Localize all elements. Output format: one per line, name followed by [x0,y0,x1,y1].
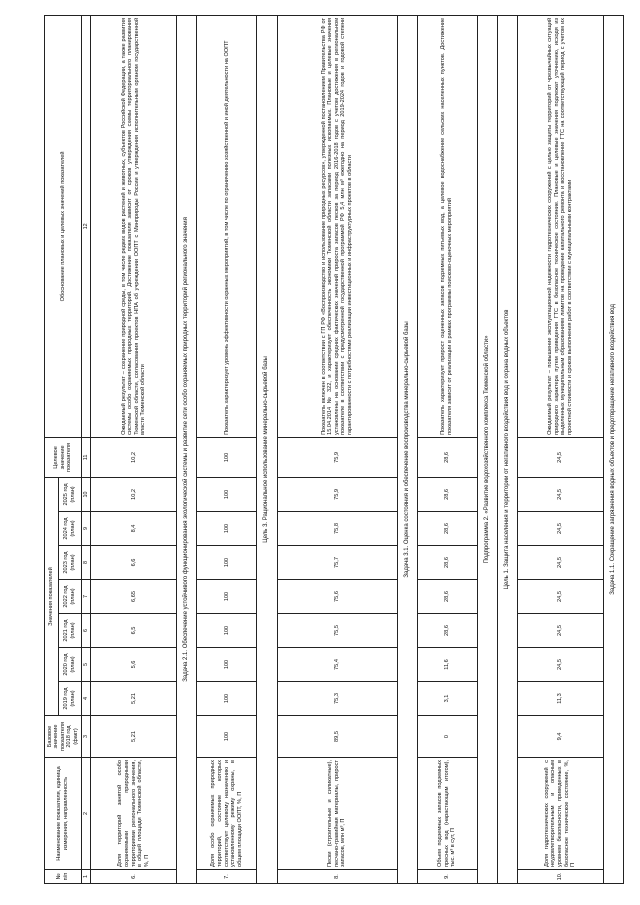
row-num: 8. [277,870,397,884]
column-index: 9 [81,512,90,546]
row-value: 3,1 [417,682,477,716]
row-base: 89,5 [277,716,397,758]
row-name: Пески (строительные и силикатные), песчано-гравийная материалы, прирост запасов, млн м³, П [277,758,397,870]
indicators-table [44,15,624,884]
task-heading: Задача 1.1. Сокращение загрязнения водных объектов и предотвращение негативного воздействия вод [603,15,623,883]
row-base: 9,4 [517,716,603,758]
table-row [197,15,257,883]
row-value: 75,8 [277,512,397,546]
row-value: 6,6 [91,546,177,580]
row-name: Доля особо охраняемых природных территорий, состояние которых соответствует целевому назначению и установленному режиму охраны, в общем площади ООПТ, %, П [197,758,257,870]
table-row [91,15,177,883]
section-row [397,15,417,883]
section-row [603,15,623,883]
row-value: 28,6 [417,477,477,511]
row-value: 24,5 [517,614,603,648]
column-index: 12 [81,15,90,437]
row-value: 24,5 [517,512,603,546]
row-value: 28,6 [417,614,477,648]
row-value: 100 [197,512,257,546]
column-index: 1 [81,870,90,884]
row-num: 6. [91,870,177,884]
column-index: 8 [81,546,90,580]
row-value: 75,4 [277,648,397,682]
row-value: 75,5 [277,614,397,648]
header-year: 2024 год (план) [59,512,82,546]
row-rationale: Ожидаемый результат – повышение эксплуатационной надежности гидротехнических сооружений с целью защиты территорий от чрезвычайных ситуаций природного характера путем приведения ГТС в безопасное техническое состояние. Плановые и целевые значения подлежат уточнению, исходя из выделенных муниципальным образованиям лимитов на проведение капитального ремонта и восстановление ГТС на соответствующий период с учетом их проектной стоимости и сроков выполнения работ в соответствии с муниципальными контрактами [517,15,603,437]
subprogram-heading: Подпрограмма 2. «Развитие водохозяйственного комплекса Тюменской области» [477,15,497,883]
column-index: 3 [81,716,90,758]
row-target: 24,5 [517,437,603,477]
row-value: 24,5 [517,580,603,614]
row-value: 24,5 [517,477,603,511]
header-target: Целевое значение показателя [45,437,82,477]
row-value: 100 [197,477,257,511]
row-name: Объем подземных запасов подземных пресных вод (нарастающим итогом), тыс. м³ в сут, П [417,758,477,870]
row-value: 28,6 [417,512,477,546]
goal-heading: Цель 3. Рациональное использование минерально-сырьевой базы [257,15,277,883]
header-values-group: Значения показателей [45,477,59,715]
column-index: 7 [81,580,90,614]
row-target: 10,2 [91,437,177,477]
row-rationale: Показатель характеризует прирост оцененных запасов подземных питьевых вод, а целевое водоснабжение сельских населенных пунктов. Достижение показателя зависит от реализации в рамках программы поисково-оценочных мероприятий [417,15,477,437]
row-num: 10. [517,870,603,884]
row-value: 28,6 [417,546,477,580]
header-rationale: Обоснование плановых и целевых значений показателей [45,15,82,437]
row-target: 75,9 [277,437,397,477]
column-index: 6 [81,614,90,648]
row-value: 5,6 [91,648,177,682]
row-value: 5,21 [91,682,177,716]
section-row [477,15,497,883]
row-value: 100 [197,614,257,648]
row-value: 100 [197,580,257,614]
header-base: Базовое значение показателя 2018 год (факт) [45,716,82,758]
row-value: 6,65 [91,580,177,614]
table-row [417,15,477,883]
row-target: 100 [197,437,257,477]
row-base: 5,21 [91,716,177,758]
row-value: 100 [197,546,257,580]
row-value: 8,4 [91,512,177,546]
row-base: 0 [417,716,477,758]
row-value: 24,5 [517,648,603,682]
column-index: 10 [81,477,90,511]
row-num: 9. [417,870,477,884]
row-rationale: Ожидаемый результат – сохранение природной среды, в том числе редких видов растений и животных, субъектов Российской Федерации, а также развития системы особо охраняемых природных территорий. Достижение показателя зависит от сроков утверждения схемы территориального планирования Тюменской области, согласования проектов НПА об учреждении ООПТ с Минприроды России и утверждения исполнительным органом государственной власти Тюменской области [91,15,177,437]
row-name: Доля гидротехнических сооружений с неудовлетворительным и опасным уровнем безопасности, приведенных в безопасное техническое состояние, %, П [517,758,603,870]
column-index-row [81,15,90,883]
column-index: 5 [81,648,90,682]
row-rationale: Показатель включен в соответствии с ГП РФ «Воспроизводство и использование природных ресурсов», утвержденной постановлением Правительства РФ от 15.04.2014 № 322, и характеризует обеспеченность экономики Тюменской области запасами полезных ископаемых. Плановые и целевые значения установлены на основании средних фактических значений прироста запасов песков за период 2016-2018 годов с учетом достижения в региональном показателе в соответствии с предусмотренной государственной программой РФ 5,4 млн м³ ежегодно на период 2019-2024 годов и годовой степени гарантированности с потребностями реализации инвестиционных и инфраструктурных проектов в области [277,15,397,437]
column-index: 11 [81,437,90,477]
section-row [497,15,517,883]
row-value: 75,9 [277,477,397,511]
row-value: 75,6 [277,580,397,614]
header-year: 2021 год (план) [59,614,82,648]
header-year: 2025 год (план) [59,477,82,511]
section-row [177,15,197,883]
column-index: 2 [81,758,90,870]
rotated-table-sheet [44,17,622,884]
section-row [257,15,277,883]
row-target: 28,6 [417,437,477,477]
row-value: 24,5 [517,546,603,580]
task-heading: Задача 3.1. Оценка состояния и обеспечение воспроизводства минерально-сырьевой базы [397,15,417,883]
row-value: 75,7 [277,546,397,580]
row-base: 100 [197,716,257,758]
header-year: 2019 год (план) [59,682,82,716]
row-value: 6,5 [91,614,177,648]
row-value: 100 [197,682,257,716]
header-row-1 [45,15,59,883]
header-year: 2022 год (план) [59,580,82,614]
row-name: Доля территорий занятой особо охраняемыми природными территориями регионального значения, в общей площади Тюменской области, %, П [91,758,177,870]
column-index: 4 [81,682,90,716]
row-value: 10,2 [91,477,177,511]
row-rationale: Показатель характеризует уровень эффективности охранных мероприятий, в том числе по ограничению хозяйственной и иной деятельности на ООПТ [197,15,257,437]
table-row [517,15,603,883]
header-num: № п/п [45,870,82,884]
goal-heading: Цель 1. Защита населения и территории от негативного воздействия вод и охрана водных объектов [497,15,517,883]
row-value: 100 [197,648,257,682]
row-value: 28,6 [417,580,477,614]
row-num: 7. [197,870,257,884]
row-value: 11,6 [417,648,477,682]
row-value: 75,3 [277,682,397,716]
row-value: 11,3 [517,682,603,716]
header-year: 2023 год (план) [59,546,82,580]
header-year: 2020 год (план) [59,648,82,682]
header-name: Наименование показателя, единица измерения, направленность [45,758,82,870]
table-row [277,15,397,883]
task-heading: Задача 2.1. Обеспечение устойчивого функционирования экологической системы и развитие сети особо охраняемых природных территорий регионального значения [177,15,197,883]
